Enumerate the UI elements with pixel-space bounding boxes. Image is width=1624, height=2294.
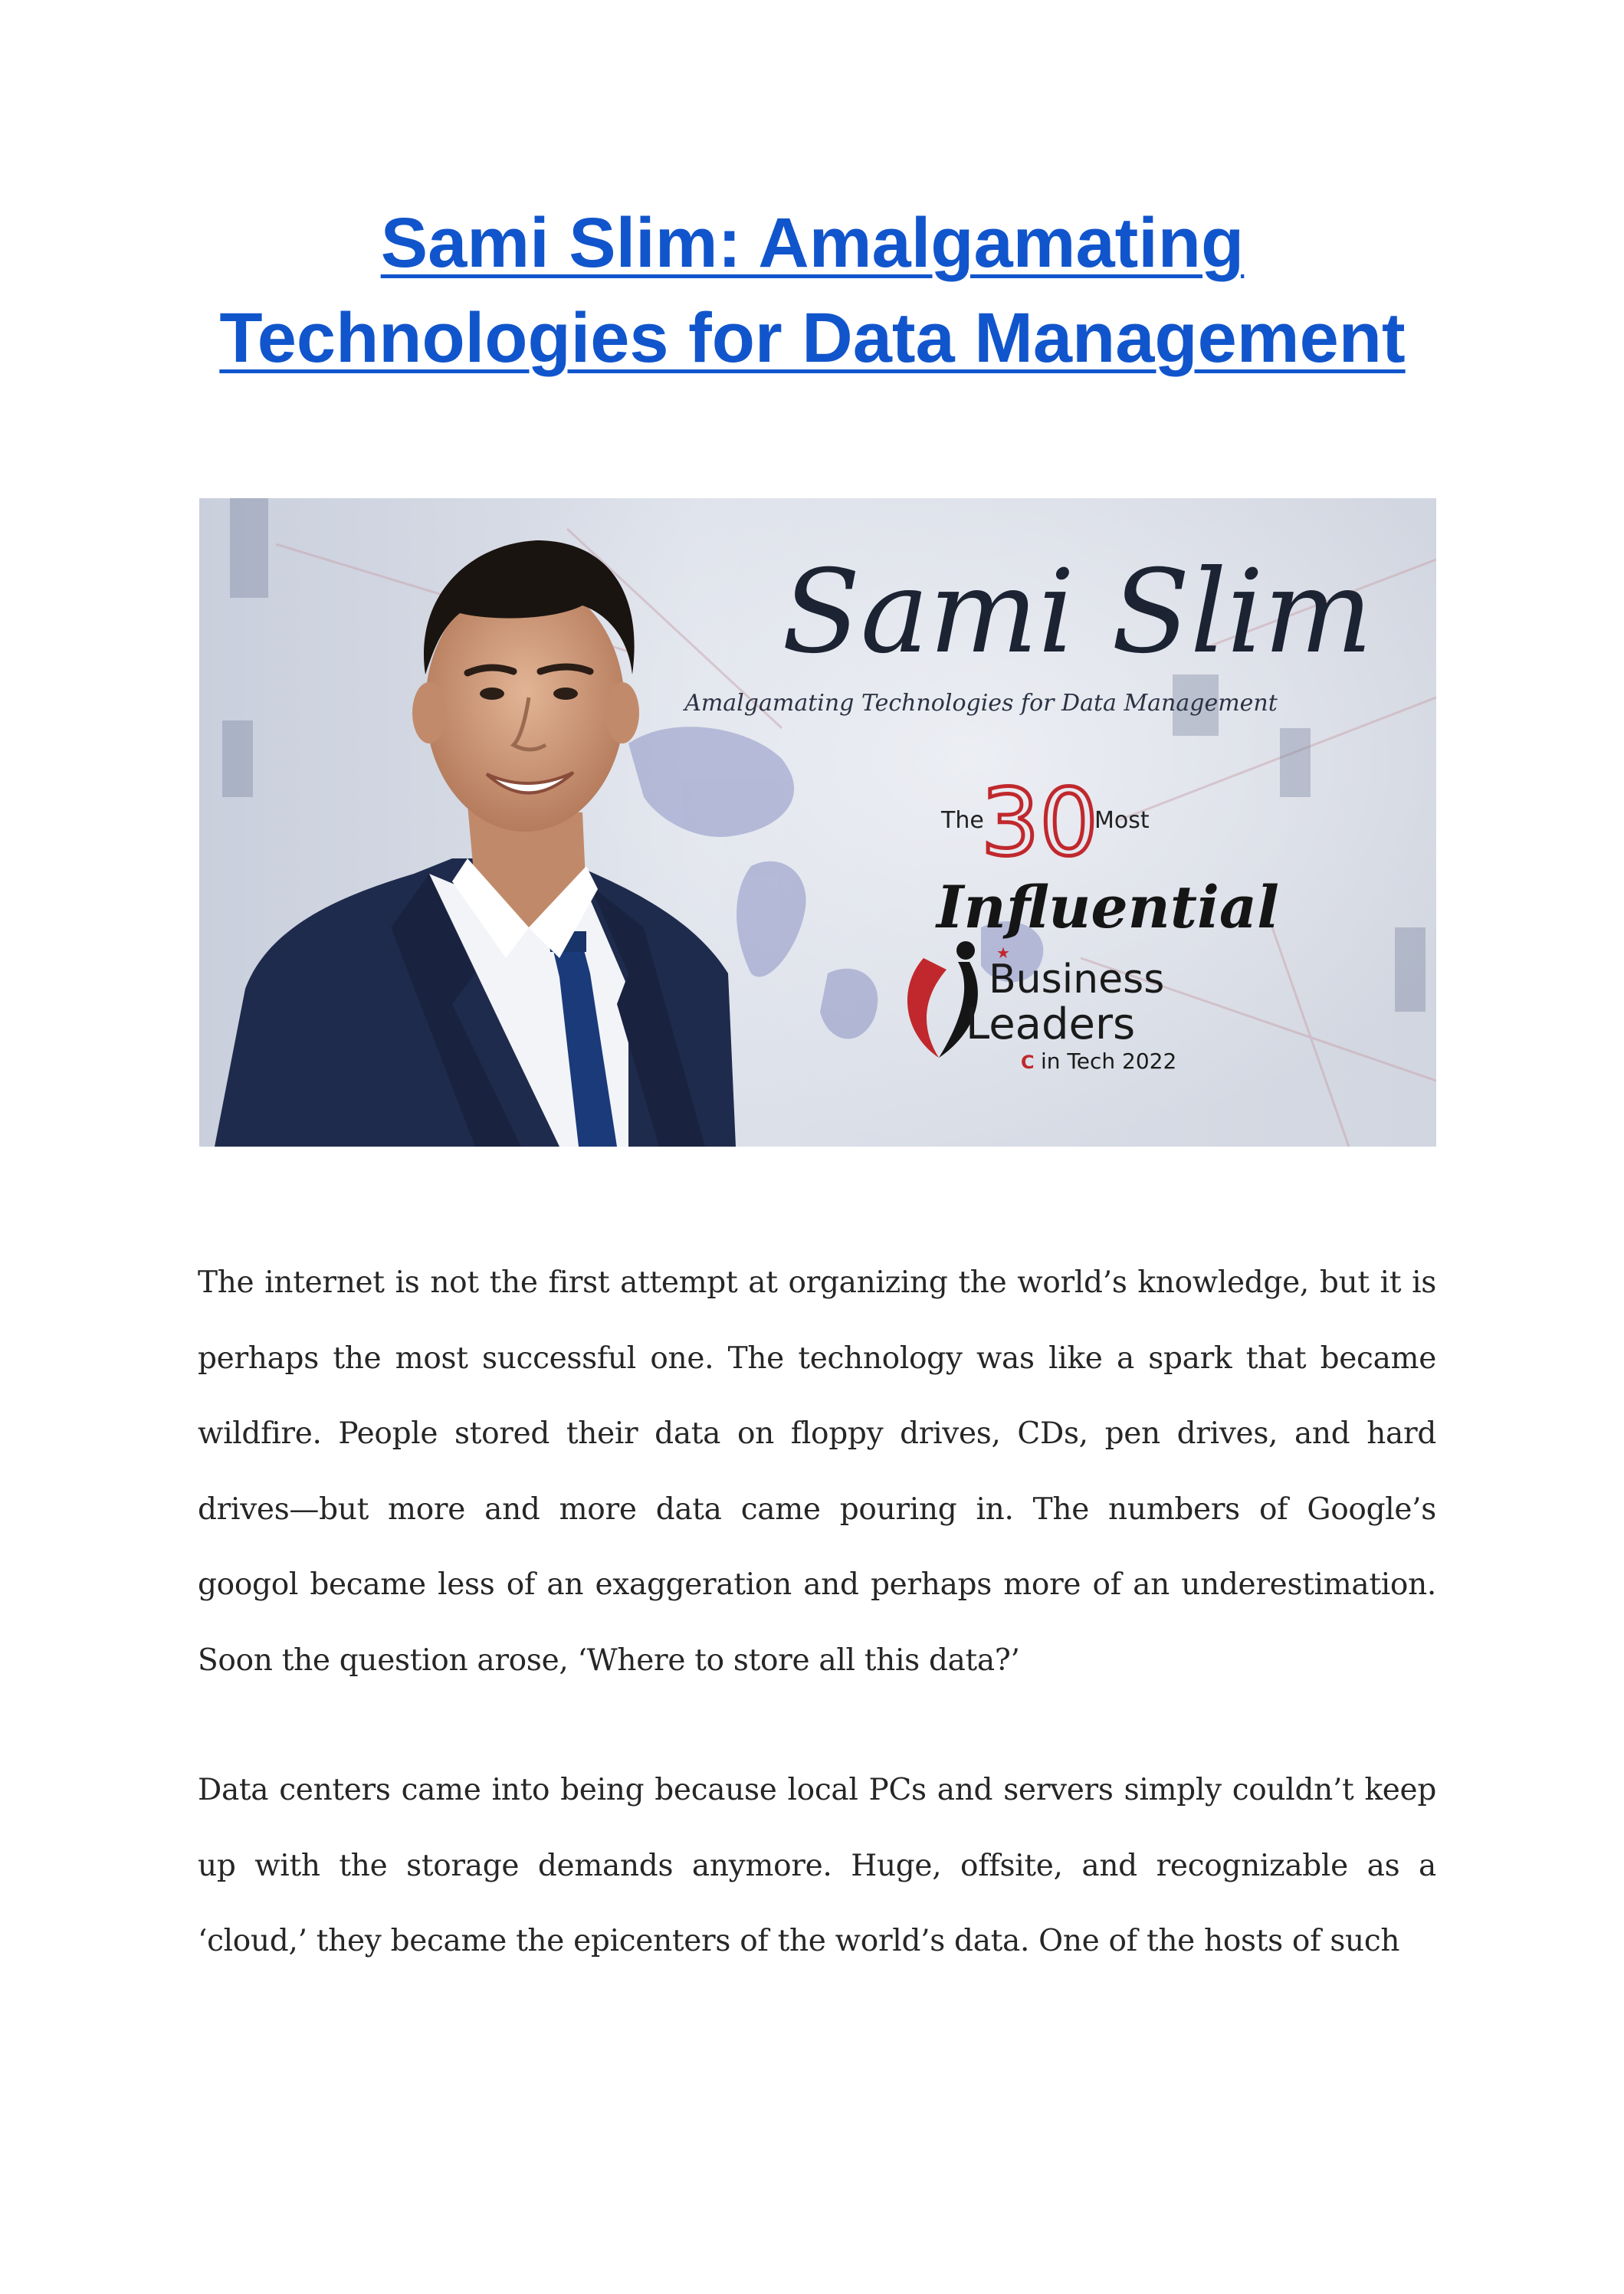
award-most: Most: [1094, 807, 1150, 834]
body-paragraph-2: Data centers came into being because local PCs and servers simply couldn’t keep up with the storage demands anymore. Huge, offsite, and recognizable as a ‘cloud,’ they became the epicenters of the world’s data. One of the hosts of such: [198, 1773, 1436, 1958]
award-star: ★: [996, 944, 1010, 962]
award-business: Business: [989, 957, 1165, 1003]
award-the: The: [941, 807, 984, 834]
title-line-2: Technologies for Data Management: [219, 299, 1406, 377]
page-title[interactable]: [153, 195, 1471, 386]
banner-tagline: Amalgamating Technologies for Data Management: [684, 690, 1278, 717]
feature-banner-image: [199, 498, 1436, 1147]
title-link[interactable]: [219, 204, 1405, 377]
award-leaders: Leaders: [966, 999, 1136, 1049]
award-influential: Influential: [937, 873, 1280, 941]
title-line-1: Sami Slim: Amalgamating: [380, 204, 1245, 282]
banner-name: Sami Slim: [782, 546, 1373, 679]
award-ci-logo-icon: C: [1021, 1052, 1035, 1073]
award-number: 30: [981, 770, 1098, 877]
body-paragraph-1: The internet is not the first attempt at organizing the world’s knowledge, but it is perhaps the most successful one. The technology was like a spark that became wildfire. People stored their data on floppy drives, CDs, pen drives, and hard drives—but more and more data came pouring in. The numbers of Google’s googol became less of an exaggeration and perhaps more of an underestimation. Soon the question arose, ‘Where to store all this data?’: [198, 1265, 1436, 1678]
award-in-tech: in Tech 2022: [1041, 1049, 1177, 1074]
